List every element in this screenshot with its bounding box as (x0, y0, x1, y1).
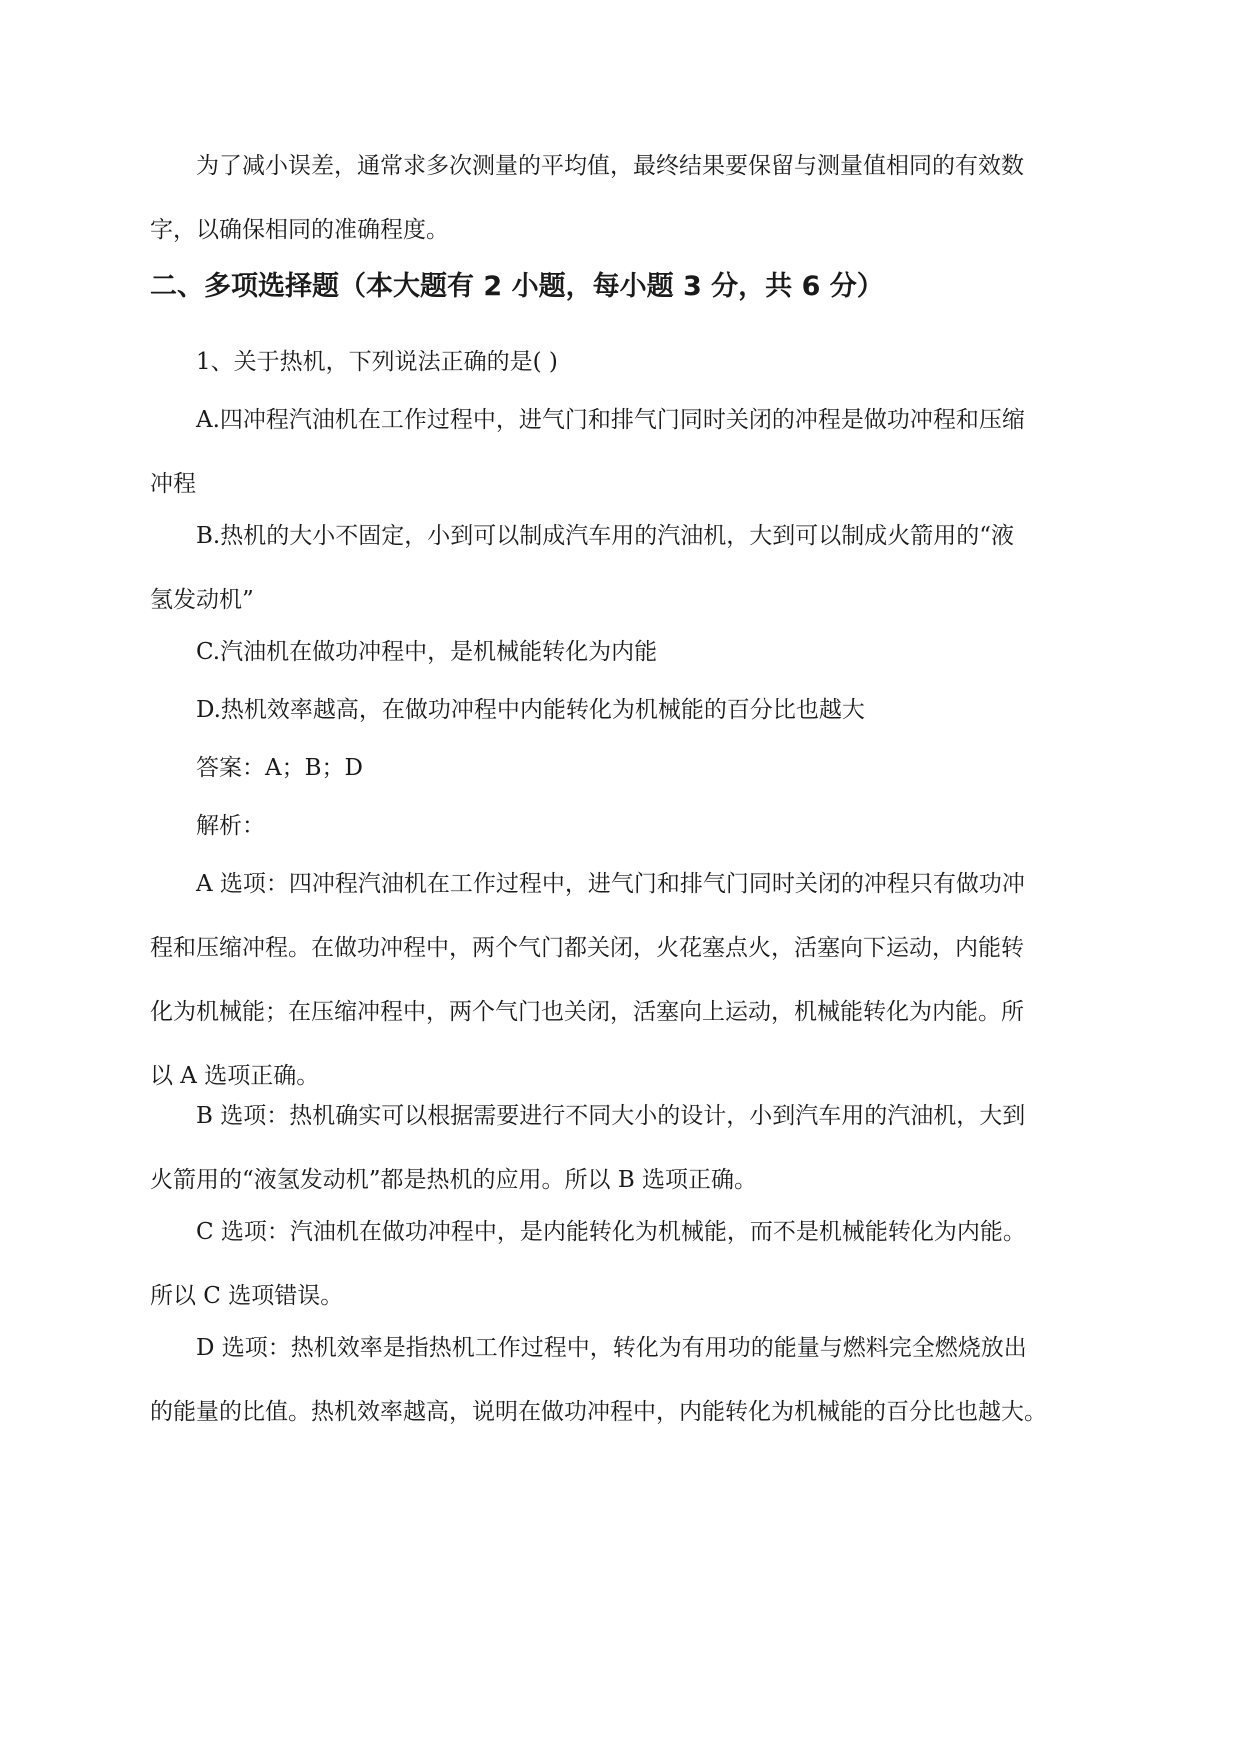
analysis-a-line-4: 以 A 选项正确。 (150, 1063, 320, 1089)
analysis-a (150, 852, 1090, 1108)
option-c-text: C.汽油机在做功冲程中，是机械能转化为内能 (196, 639, 658, 665)
analysis-b-line-2: 火箭用的“液氢发动机”都是热机的应用。所以 B 选项正确。 (150, 1167, 758, 1193)
intro-line-2: 字，以确保相同的准确程度。 (150, 217, 449, 243)
analysis-label (150, 794, 1090, 858)
intro-line-1: 为了减小误差，通常求多次测量的平均值，最终结果要保留与测量值相同的有效数 (196, 153, 1024, 179)
option-b-line-1: B.热机的大小不固定，小到可以制成汽车用的汽油机，大到可以制成火箭用的“液 (196, 523, 1014, 549)
option-b (150, 504, 1090, 632)
answer-text: 答案：A；B；D (196, 755, 363, 781)
option-b-line-2: 氢发动机” (150, 587, 254, 613)
option-a-line-1: A.四冲程汽油机在工作过程中，进气门和排气门同时关闭的冲程是做功冲程和压缩 (196, 407, 1025, 433)
option-a-line-2: 冲程 (150, 471, 196, 497)
analysis-c (150, 1200, 1090, 1328)
section-heading: 二、多项选择题（本大题有 2 小题，每小题 3 分，共 6 分） (150, 271, 884, 302)
answer-line (150, 736, 1090, 800)
question-stem (150, 330, 1090, 394)
analysis-a-line-1: A 选项：四冲程汽油机在工作过程中，进气门和排气门同时关闭的冲程只有做功冲 (196, 871, 1025, 897)
question-stem-text: 1、关于热机，下列说法正确的是( ) (196, 349, 558, 375)
option-d (150, 678, 1090, 742)
analysis-d (150, 1316, 1090, 1444)
option-a (150, 388, 1090, 516)
intro-paragraph (150, 134, 1090, 262)
analysis-a-line-2: 程和压缩冲程。在做功冲程中，两个气门都关闭，火花塞点火，活塞向下运动，内能转 (150, 935, 1024, 961)
analysis-d-line-1: D 选项：热机效率是指热机工作过程中，转化为有用功的能量与燃料完全燃烧放出 (196, 1335, 1027, 1361)
analysis-c-line-1: C 选项：汽油机在做功冲程中，是内能转化为机械能，而不是机械能转化为内能。 (196, 1219, 1026, 1245)
option-d-text: D.热机效率越高，在做功冲程中内能转化为机械能的百分比也越大 (196, 697, 865, 723)
analysis-c-line-2: 所以 C 选项错误。 (150, 1283, 344, 1309)
analysis-a-line-3: 化为机械能；在压缩冲程中，两个气门也关闭，活塞向上运动，机械能转化为内能。所 (150, 999, 1024, 1025)
analysis-b-line-1: B 选项：热机确实可以根据需要进行不同大小的设计，小到汽车用的汽油机，大到 (196, 1103, 1026, 1129)
analysis-label-text: 解析： (196, 813, 265, 839)
analysis-b (150, 1084, 1090, 1212)
option-c (150, 620, 1090, 684)
analysis-d-line-2: 的能量的比值。热机效率越高，说明在做功冲程中，内能转化为机械能的百分比也越大。 (150, 1399, 1047, 1425)
